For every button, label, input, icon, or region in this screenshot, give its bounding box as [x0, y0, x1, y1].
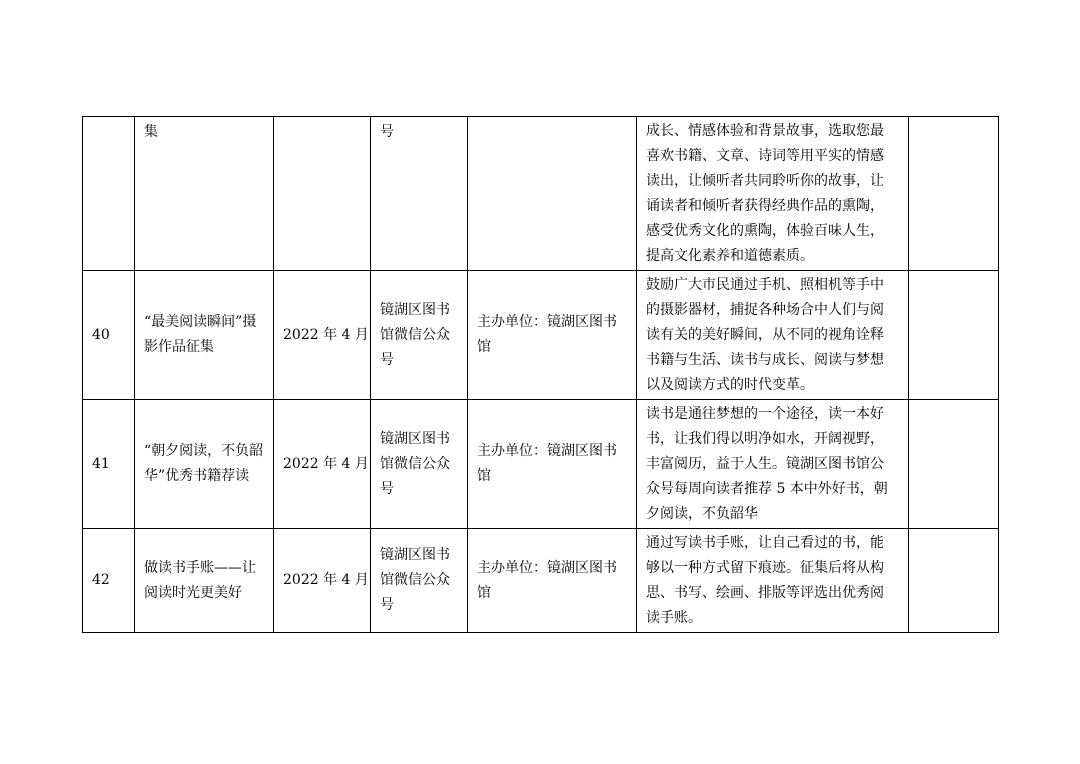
cell-line: 馆 [477, 339, 491, 355]
cell-line: 鼓励广大市民通过手机、照相机等手中 [646, 276, 884, 293]
platform-cell [371, 271, 468, 400]
cell-line: 读书是通往梦想的一个途径，读一本好 [646, 405, 884, 422]
cell-line: 阅读时光更美好 [144, 584, 242, 601]
activity-table [82, 116, 999, 633]
description-cell [637, 117, 909, 271]
cell-line: 号 [380, 124, 394, 140]
organizer-cell [468, 271, 637, 400]
row-number-cell: 42 [83, 529, 135, 633]
cell-line: 读出，让倾听者共同聆听你的故事，让 [646, 172, 884, 189]
date-cell: 2022 年 4 月 [274, 271, 371, 400]
cell-line: 诵读者和倾听者获得经典作品的熏陶， [646, 197, 884, 214]
cell-line: 华”优秀书籍荐读 [144, 468, 250, 484]
cell-line: 思、书写、绘画、排版等评选出优秀阅 [646, 584, 884, 601]
cell-line: 成长、情感体验和背景故事，选取您最 [646, 122, 884, 139]
date-cell [274, 117, 371, 271]
cell-line: 感受优秀文化的熏陶，体验百味人生， [646, 222, 884, 239]
activity-table-body [83, 117, 999, 633]
row-number-cell: 40 [83, 271, 135, 400]
cell-line: 馆 [477, 468, 491, 484]
cell-line: 镜湖区图书 [380, 430, 450, 447]
cell-line: 夕阅读，不负韶华 [646, 505, 758, 522]
cell-line: 做读书手账——让 [144, 559, 256, 576]
date-cell: 2022 年 4 月 [274, 400, 371, 529]
organizer-cell [468, 529, 637, 633]
cell-line: 通过写读书手账，让自己看过的书，能 [646, 534, 884, 551]
remark-cell [909, 271, 999, 400]
cell-line: “朝夕阅读，不负韶 [144, 443, 264, 459]
organizer-cell [468, 117, 637, 271]
cell-line: 以及阅读方式的时代变革。 [646, 376, 814, 393]
cell-line: “最美阅读瞬间”摄 [144, 314, 257, 330]
cell-line: 馆微信公众 [380, 455, 450, 472]
cell-line: 馆微信公众 [380, 326, 450, 343]
description-cell [637, 529, 909, 633]
table-row [83, 400, 999, 529]
cell-line: 的摄影器材，捕捉各种场合中人们与阅 [646, 301, 884, 318]
table-row [83, 529, 999, 633]
cell-line: 馆 [477, 584, 491, 601]
platform-cell [371, 529, 468, 633]
cell-line: 镜湖区图书 [380, 301, 450, 318]
cell-line: 主办单位：镜湖区图书 [477, 314, 617, 330]
activity-name-cell [135, 400, 274, 529]
cell-line: 丰富阅历，益于人生。镜湖区图书馆公 [646, 455, 884, 472]
platform-cell [371, 400, 468, 529]
cell-line: 镜湖区图书 [380, 547, 450, 563]
cell-line: 众号每周向读者推荐 5 本中外好书，朝 [646, 480, 888, 497]
table-row [83, 117, 999, 271]
organizer-cell [468, 400, 637, 529]
remark-cell [909, 117, 999, 271]
cell-line: 号 [380, 351, 394, 368]
remark-cell [909, 529, 999, 633]
date-cell: 2022 年 4 月 [274, 529, 371, 633]
cell-line: 主办单位：镜湖区图书 [477, 559, 617, 576]
cell-line: 馆微信公众 [380, 572, 450, 588]
cell-line: 喜欢书籍、文章、诗词等用平实的情感 [646, 147, 884, 164]
remark-cell [909, 400, 999, 529]
cell-line: 提高文化素养和道德素质。 [646, 247, 814, 264]
cell-line: 主办单位：镜湖区图书 [477, 443, 617, 459]
activity-name-cell [135, 117, 274, 271]
cell-line: 书籍与生活、读书与成长、阅读与梦想 [646, 351, 884, 368]
table-row [83, 271, 999, 400]
description-cell [637, 400, 909, 529]
cell-line: 影作品征集 [144, 339, 214, 355]
cell-line: 号 [380, 480, 394, 497]
row-number-cell [83, 117, 135, 271]
cell-line: 集 [144, 124, 158, 140]
cell-line: 读有关的美好瞬间，从不同的视角诠释 [646, 326, 884, 343]
activity-name-cell [135, 529, 274, 633]
cell-line: 够以一种方式留下痕迹。征集后将从构 [646, 559, 884, 576]
cell-line: 书，让我们得以明净如水，开阔视野， [646, 430, 884, 447]
cell-line: 号 [380, 597, 394, 613]
activity-name-cell [135, 271, 274, 400]
cell-line: 读手账。 [646, 609, 702, 626]
row-number-cell: 41 [83, 400, 135, 529]
description-cell [637, 271, 909, 400]
platform-cell [371, 117, 468, 271]
